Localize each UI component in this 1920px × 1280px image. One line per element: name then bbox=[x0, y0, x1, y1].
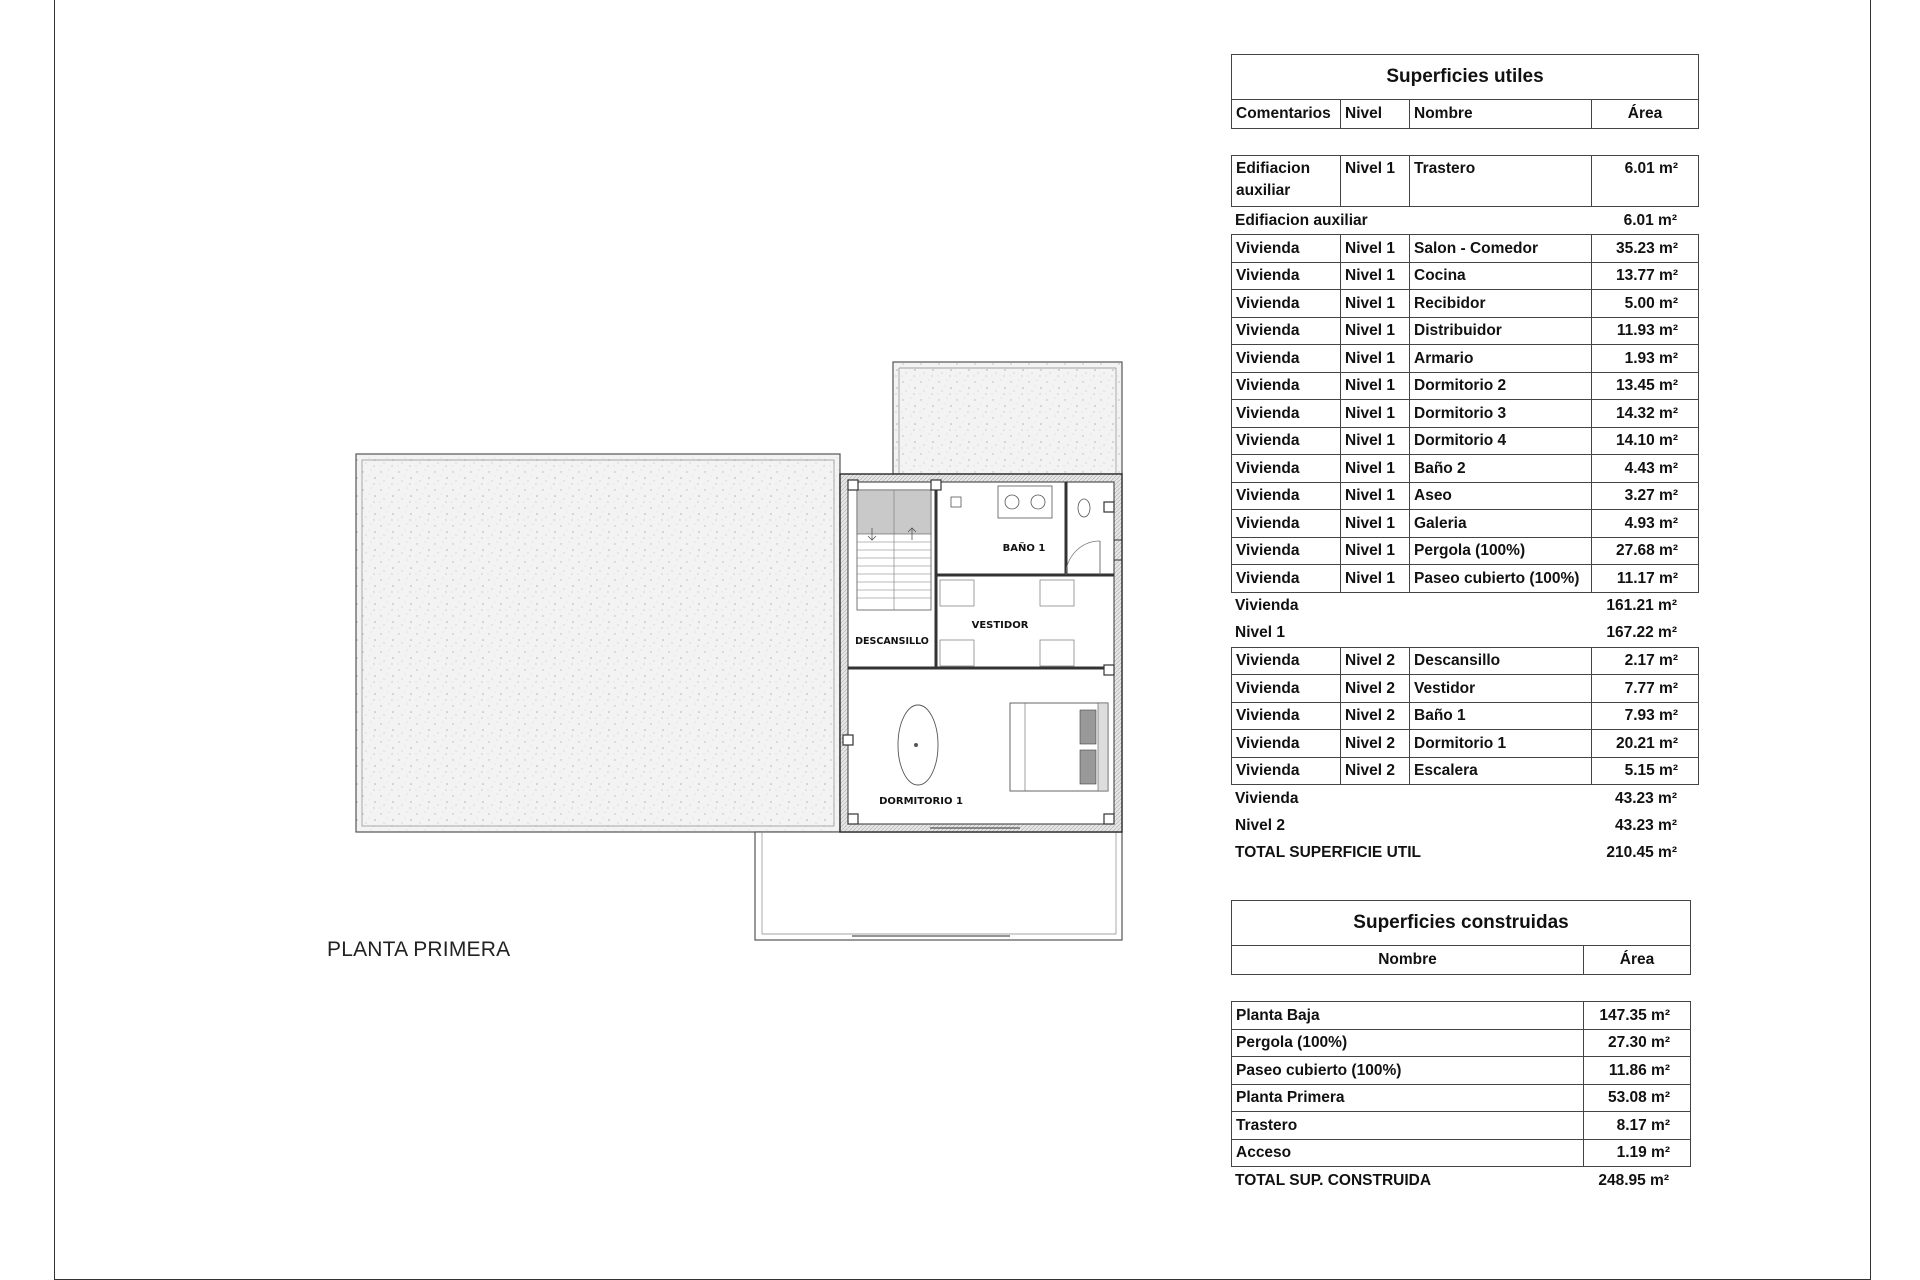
cell-nombre: Dormitorio 3 bbox=[1409, 400, 1591, 427]
cell-area: 35.23 m² bbox=[1591, 235, 1698, 262]
cell-nombre: Trastero bbox=[1236, 1116, 1298, 1134]
pillow bbox=[1080, 710, 1096, 744]
cell-nombre: Recibidor bbox=[1409, 290, 1591, 317]
table-row bbox=[1232, 1112, 1690, 1140]
cell-comentarios: Vivienda bbox=[1236, 762, 1300, 780]
cell-comentarios: Vivienda bbox=[1236, 569, 1300, 587]
table-row bbox=[1232, 1140, 1690, 1168]
cell-area: 11.17 m² bbox=[1591, 565, 1698, 592]
construidas-header-box bbox=[1231, 900, 1691, 975]
cell-nombre: Planta Primera bbox=[1236, 1089, 1345, 1107]
cell-nombre: Descansillo bbox=[1409, 647, 1591, 674]
table-row bbox=[1232, 758, 1698, 786]
cell-comentarios: Vivienda bbox=[1236, 514, 1300, 532]
table-row bbox=[1232, 1085, 1690, 1113]
cell-area: 14.10 m² bbox=[1591, 427, 1698, 454]
table-row bbox=[1232, 235, 1698, 263]
cell-nombre: Dormitorio 4 bbox=[1409, 427, 1591, 454]
table-row bbox=[1232, 428, 1698, 456]
cell-nivel: Nivel 1 bbox=[1340, 565, 1409, 592]
room-label-bano-1: BAÑO 1 bbox=[1002, 543, 1046, 554]
header-area: Área bbox=[1591, 100, 1698, 128]
superficies-utiles-table bbox=[1231, 54, 1699, 866]
room-label-vestidor: VESTIDOR bbox=[971, 620, 1029, 631]
cell-area: 11.93 m² bbox=[1591, 317, 1698, 344]
table-row bbox=[1232, 510, 1698, 538]
cell-nombre: Trastero bbox=[1409, 156, 1591, 206]
cell-nombre: Aseo bbox=[1409, 482, 1591, 509]
cell-nivel: Nivel 1 bbox=[1340, 262, 1409, 289]
table-row bbox=[1232, 1030, 1690, 1058]
cell-nombre: Pergola (100%) bbox=[1236, 1034, 1348, 1052]
grand-total-row bbox=[1231, 839, 1699, 866]
table-row bbox=[1232, 483, 1698, 511]
vivienda2-total-area: 43.23 m² bbox=[1614, 789, 1677, 807]
cell-comentarios: Vivienda bbox=[1236, 734, 1300, 752]
construidas-total-label: TOTAL SUP. CONSTRUIDA bbox=[1235, 1171, 1432, 1189]
table-row bbox=[1232, 318, 1698, 346]
cell-area: 13.77 m² bbox=[1591, 262, 1698, 289]
cell-nombre: Dormitorio 2 bbox=[1409, 372, 1591, 399]
table-row bbox=[1232, 1002, 1690, 1030]
table-row bbox=[1232, 730, 1698, 758]
upper-terrace bbox=[893, 362, 1122, 474]
grand-total-area: 210.45 m² bbox=[1606, 843, 1677, 861]
aux-total-row bbox=[1231, 207, 1699, 234]
nivel1-total-area: 167.22 m² bbox=[1606, 624, 1677, 641]
cell-comentarios: Vivienda bbox=[1236, 652, 1300, 670]
nivel1-total-row bbox=[1231, 620, 1699, 647]
cell-comentarios: Vivienda bbox=[1236, 487, 1300, 505]
cell-nombre: Paseo cubierto (100%) bbox=[1236, 1061, 1402, 1079]
cell-area: 4.43 m² bbox=[1591, 455, 1698, 482]
vivienda2-total-row bbox=[1231, 785, 1699, 812]
cell-comentarios: Vivienda bbox=[1236, 542, 1300, 560]
cell-comentarios: Vivienda bbox=[1236, 349, 1300, 367]
floor-plan bbox=[340, 355, 1140, 955]
table-row bbox=[1232, 648, 1698, 676]
table-row bbox=[1232, 290, 1698, 318]
cell-nombre: Armario bbox=[1409, 345, 1591, 372]
header-nombre: Nombre bbox=[1409, 100, 1591, 128]
table-row bbox=[1232, 703, 1698, 731]
grand-total-label: TOTAL SUPERFICIE UTIL bbox=[1235, 843, 1422, 861]
cell-comentarios: Vivienda bbox=[1236, 377, 1300, 395]
cell-nivel: Nivel 1 bbox=[1340, 345, 1409, 372]
cell-nivel: Nivel 1 bbox=[1340, 482, 1409, 509]
cell-comentarios: Vivienda bbox=[1236, 679, 1300, 697]
nivel2-total-row bbox=[1231, 812, 1699, 839]
cell-nivel: Nivel 2 bbox=[1340, 757, 1409, 784]
cell-nivel: Nivel 2 bbox=[1340, 675, 1409, 702]
aux-row bbox=[1231, 155, 1699, 207]
cell-area: 5.15 m² bbox=[1591, 757, 1698, 784]
bed-headboard bbox=[1098, 703, 1108, 791]
cell-area: 1.93 m² bbox=[1591, 345, 1698, 372]
cell-area: 11.86 m² bbox=[1583, 1057, 1690, 1084]
utiles-title: Superficies utiles bbox=[1232, 55, 1698, 100]
tub-drain-icon bbox=[914, 743, 918, 747]
cell-area: 7.77 m² bbox=[1591, 675, 1698, 702]
nivel2-total-label: Nivel 2 bbox=[1235, 816, 1285, 834]
cell-nivel: Nivel 2 bbox=[1340, 702, 1409, 729]
construidas-column-headers bbox=[1232, 946, 1690, 974]
cell-nombre: Distribuidor bbox=[1409, 317, 1591, 344]
cell-nombre: Acceso bbox=[1236, 1144, 1292, 1162]
cell-area: 1.19 m² bbox=[1583, 1139, 1690, 1166]
room-label-dormitorio-1: DORMITORIO 1 bbox=[879, 796, 963, 807]
table-row bbox=[1232, 675, 1698, 703]
cell-nombre: Escalera bbox=[1409, 757, 1591, 784]
cell-area: 2.17 m² bbox=[1591, 647, 1698, 674]
cell-nivel: Nivel 1 bbox=[1340, 400, 1409, 427]
aux-total-label: Edifiacion auxiliar bbox=[1235, 211, 1368, 229]
cell-comentarios: Vivienda bbox=[1236, 707, 1300, 725]
cell-nivel: Nivel 1 bbox=[1340, 427, 1409, 454]
nivel2-rows bbox=[1231, 647, 1699, 786]
double-sink-counter bbox=[998, 486, 1052, 518]
cell-nivel: Nivel 1 bbox=[1340, 455, 1409, 482]
construidas-title: Superficies construidas bbox=[1232, 901, 1690, 946]
cell-nivel: Nivel 2 bbox=[1340, 647, 1409, 674]
nivel1-rows bbox=[1231, 234, 1699, 593]
cell-nombre: Vestidor bbox=[1409, 675, 1591, 702]
cell-area: 27.68 m² bbox=[1591, 537, 1698, 564]
cell-area: 20.21 m² bbox=[1591, 730, 1698, 757]
lower-terrace bbox=[755, 832, 1122, 940]
cell-nombre: Baño 1 bbox=[1409, 702, 1591, 729]
cell-area: 3.27 m² bbox=[1591, 482, 1698, 509]
cell-comentarios: Vivienda bbox=[1236, 239, 1300, 257]
cell-comentarios: Vivienda bbox=[1236, 459, 1300, 477]
utiles-header-box bbox=[1231, 54, 1699, 129]
cell-nombre: Pergola (100%) bbox=[1409, 537, 1591, 564]
cell-area: 27.30 m² bbox=[1583, 1029, 1690, 1056]
table-row bbox=[1232, 263, 1698, 291]
vivienda1-total-area: 161.21 m² bbox=[1606, 597, 1677, 614]
cell-nivel: Nivel 1 bbox=[1340, 372, 1409, 399]
header-comentarios: Comentarios bbox=[1236, 105, 1331, 122]
construidas-total-row bbox=[1231, 1167, 1691, 1194]
cell-area: 13.45 m² bbox=[1591, 372, 1698, 399]
left-terrace bbox=[356, 454, 840, 832]
cell-area: 4.93 m² bbox=[1591, 510, 1698, 537]
cell-comentarios: Vivienda bbox=[1236, 432, 1300, 450]
vivienda1-total-row bbox=[1231, 593, 1699, 620]
cell-nombre: Cocina bbox=[1409, 262, 1591, 289]
table-row bbox=[1232, 538, 1698, 566]
cell-comentarios: Vivienda bbox=[1236, 267, 1300, 285]
table-row bbox=[1232, 373, 1698, 401]
cell-nivel: Nivel 1 bbox=[1340, 290, 1409, 317]
pillow bbox=[1080, 750, 1096, 784]
vivienda2-total-label: Vivienda bbox=[1235, 789, 1299, 807]
cell-comentarios: Vivienda bbox=[1236, 404, 1300, 422]
cell-nivel: Nivel 1 bbox=[1340, 510, 1409, 537]
header-nombre: Nombre bbox=[1378, 951, 1437, 968]
cell-area: 7.93 m² bbox=[1591, 702, 1698, 729]
cell-area: 6.01 m² bbox=[1591, 156, 1698, 206]
cell-nivel: Nivel 2 bbox=[1340, 730, 1409, 757]
vivienda1-total-label: Vivienda bbox=[1235, 597, 1299, 614]
cell-nivel: Nivel 1 bbox=[1340, 537, 1409, 564]
header-area: Área bbox=[1583, 946, 1690, 974]
room-label-descansillo: DESCANSILLO bbox=[855, 636, 929, 647]
cell-comentarios: Vivienda bbox=[1236, 294, 1300, 312]
utiles-column-headers bbox=[1232, 100, 1698, 128]
construidas-total-area: 248.95 m² bbox=[1598, 1171, 1669, 1189]
cell-nombre: Galeria bbox=[1409, 510, 1591, 537]
cell-nivel: Nivel 1 bbox=[1340, 317, 1409, 344]
cell-nivel: Nivel 1 bbox=[1340, 235, 1409, 262]
table-row bbox=[1232, 455, 1698, 483]
table-row bbox=[1232, 400, 1698, 428]
cell-nombre: Dormitorio 1 bbox=[1409, 730, 1591, 757]
superficies-construidas-table bbox=[1231, 900, 1691, 1194]
cell-comentarios: Edifiacion auxiliar bbox=[1236, 160, 1311, 199]
cell-area: 53.08 m² bbox=[1583, 1084, 1690, 1111]
table-row bbox=[1232, 565, 1698, 593]
cell-nombre: Baño 2 bbox=[1409, 455, 1591, 482]
plan-title: PLANTA PRIMERA bbox=[327, 938, 511, 961]
cell-nombre: Planta Baja bbox=[1236, 1006, 1320, 1024]
cell-area: 8.17 m² bbox=[1583, 1112, 1690, 1139]
table-row bbox=[1232, 1057, 1690, 1085]
table-row bbox=[1232, 345, 1698, 373]
cell-nombre: Salon - Comedor bbox=[1409, 235, 1591, 262]
cell-area: 14.32 m² bbox=[1591, 400, 1698, 427]
cell-area: 147.35 m² bbox=[1583, 1002, 1690, 1029]
construidas-rows bbox=[1231, 1001, 1691, 1167]
cell-comentarios: Vivienda bbox=[1236, 322, 1300, 340]
nivel2-total-area: 43.23 m² bbox=[1614, 816, 1677, 834]
nivel1-total-label: Nivel 1 bbox=[1235, 624, 1285, 641]
aux-total-area: 6.01 m² bbox=[1623, 211, 1677, 229]
cell-nombre: Paseo cubierto (100%) bbox=[1409, 565, 1591, 592]
header-nivel: Nivel bbox=[1340, 100, 1409, 128]
cell-area: 5.00 m² bbox=[1591, 290, 1698, 317]
cell-nivel: Nivel 1 bbox=[1340, 156, 1409, 206]
